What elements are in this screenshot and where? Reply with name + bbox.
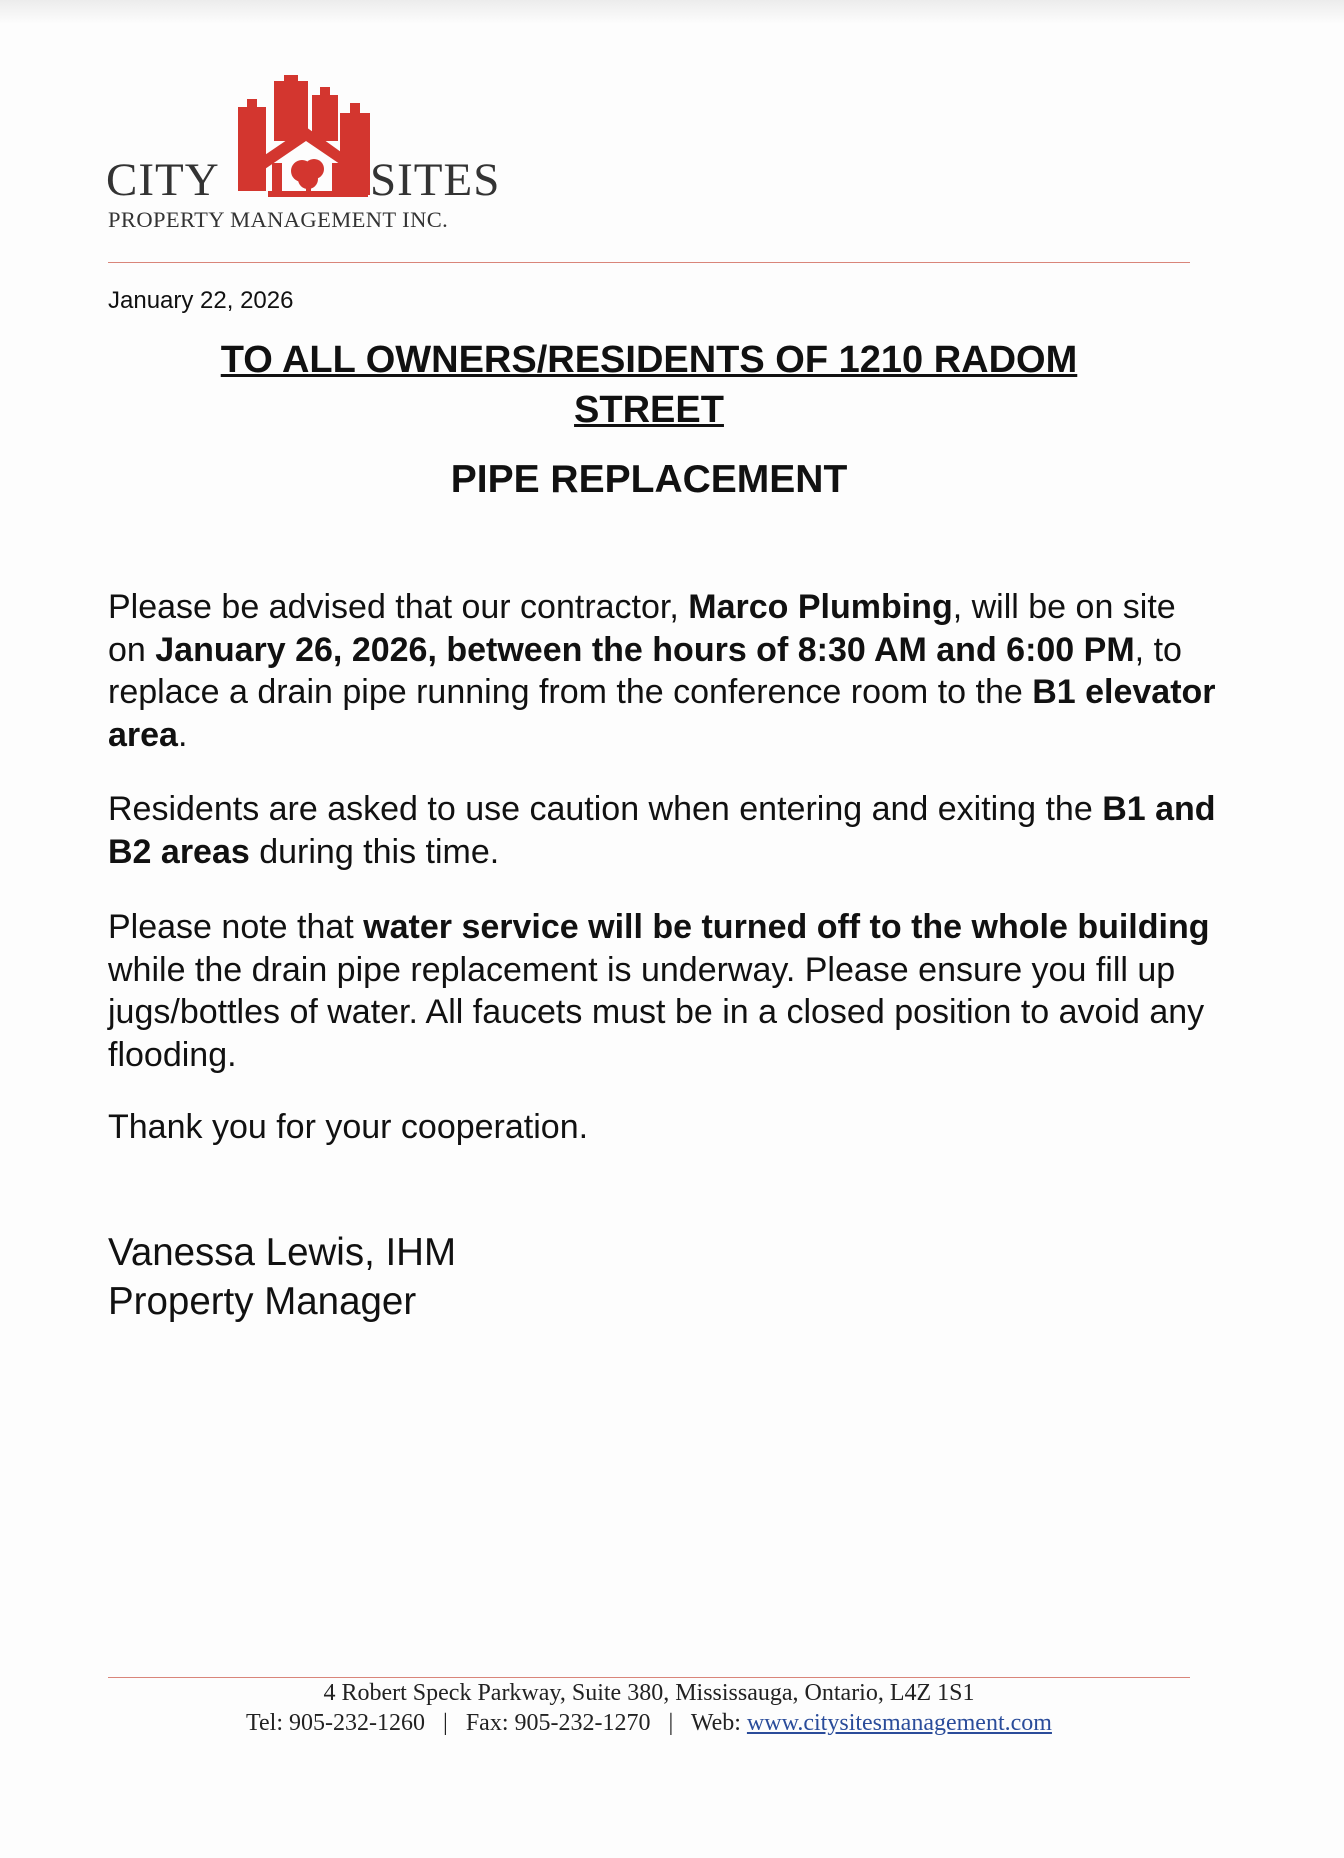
notice-heading bbox=[108, 335, 1190, 435]
heading-line-1: TO ALL OWNERS/RESIDENTS OF 1210 RADOM bbox=[220, 339, 1078, 381]
affected-areas: B1 and B2 areas bbox=[108, 790, 1216, 871]
footer-web-label: Web: bbox=[690, 1710, 747, 1736]
signer-name: Vanessa Lewis, IHM bbox=[108, 1231, 457, 1274]
signer-title: Property Manager bbox=[108, 1280, 417, 1323]
logo-sites-text: SITES bbox=[370, 154, 501, 206]
notice-date: January 22, 2026 bbox=[108, 287, 294, 314]
footer-contacts bbox=[108, 1710, 1190, 1737]
paragraph-schedule bbox=[108, 586, 1218, 756]
footer-fax: Fax: 905-232-1270 bbox=[465, 1710, 651, 1736]
header-divider bbox=[108, 262, 1190, 263]
website-link[interactable]: www.citysitesmanagement.com bbox=[746, 1710, 1052, 1736]
water-shutoff-notice: water service will be turned off to the whole building bbox=[363, 908, 1210, 946]
text-segment: during this time. bbox=[249, 832, 500, 871]
work-date-hours: January 26, 2026, between the hours of 8:30 AM and 6:00 PM bbox=[155, 630, 1135, 669]
signature-block bbox=[108, 1228, 456, 1326]
contractor-name: Marco Plumbing bbox=[688, 588, 953, 626]
thanks-text: Thank you for your cooperation. bbox=[108, 1108, 589, 1146]
paragraph-thanks bbox=[108, 1106, 1218, 1149]
text-segment: . bbox=[177, 715, 188, 754]
paragraph-water-shutoff bbox=[108, 906, 1218, 1076]
paragraph-caution bbox=[108, 788, 1218, 873]
footer-separator: | bbox=[443, 1710, 448, 1736]
work-area: B1 elevator area bbox=[108, 673, 1216, 754]
text-segment: Please be advised that our contractor, bbox=[108, 588, 689, 626]
logo-subtitle: PROPERTY MANAGEMENT INC. bbox=[108, 207, 449, 232]
text-segment: Residents are asked to use caution when entering and exiting the bbox=[108, 790, 1103, 828]
company-logo bbox=[106, 75, 526, 235]
logo-city-text: CITY bbox=[106, 154, 220, 206]
page-top-shadow bbox=[0, 0, 1344, 24]
text-segment: , to replace a drain pipe running from the conference room to the bbox=[108, 630, 1182, 711]
text-segment: , will be on site on bbox=[108, 588, 1176, 669]
footer-address: 4 Robert Speck Parkway, Suite 380, Mississauga, Ontario, L4Z 1S1 bbox=[323, 1680, 975, 1706]
text-segment: while the drain pipe replacement is underway. Please ensure you fill up jugs/bottles of water. All faucets must be in a closed position to avoid any flooding. bbox=[108, 950, 1205, 1074]
footer-separator: | bbox=[668, 1710, 674, 1736]
footer-divider bbox=[108, 1677, 1190, 1678]
footer-tel: Tel: 905-232-1260 bbox=[246, 1710, 425, 1736]
heading-line-2: STREET bbox=[574, 389, 724, 431]
text-segment: Please note that bbox=[108, 908, 364, 946]
notice-subheading: PIPE REPLACEMENT bbox=[450, 458, 848, 501]
